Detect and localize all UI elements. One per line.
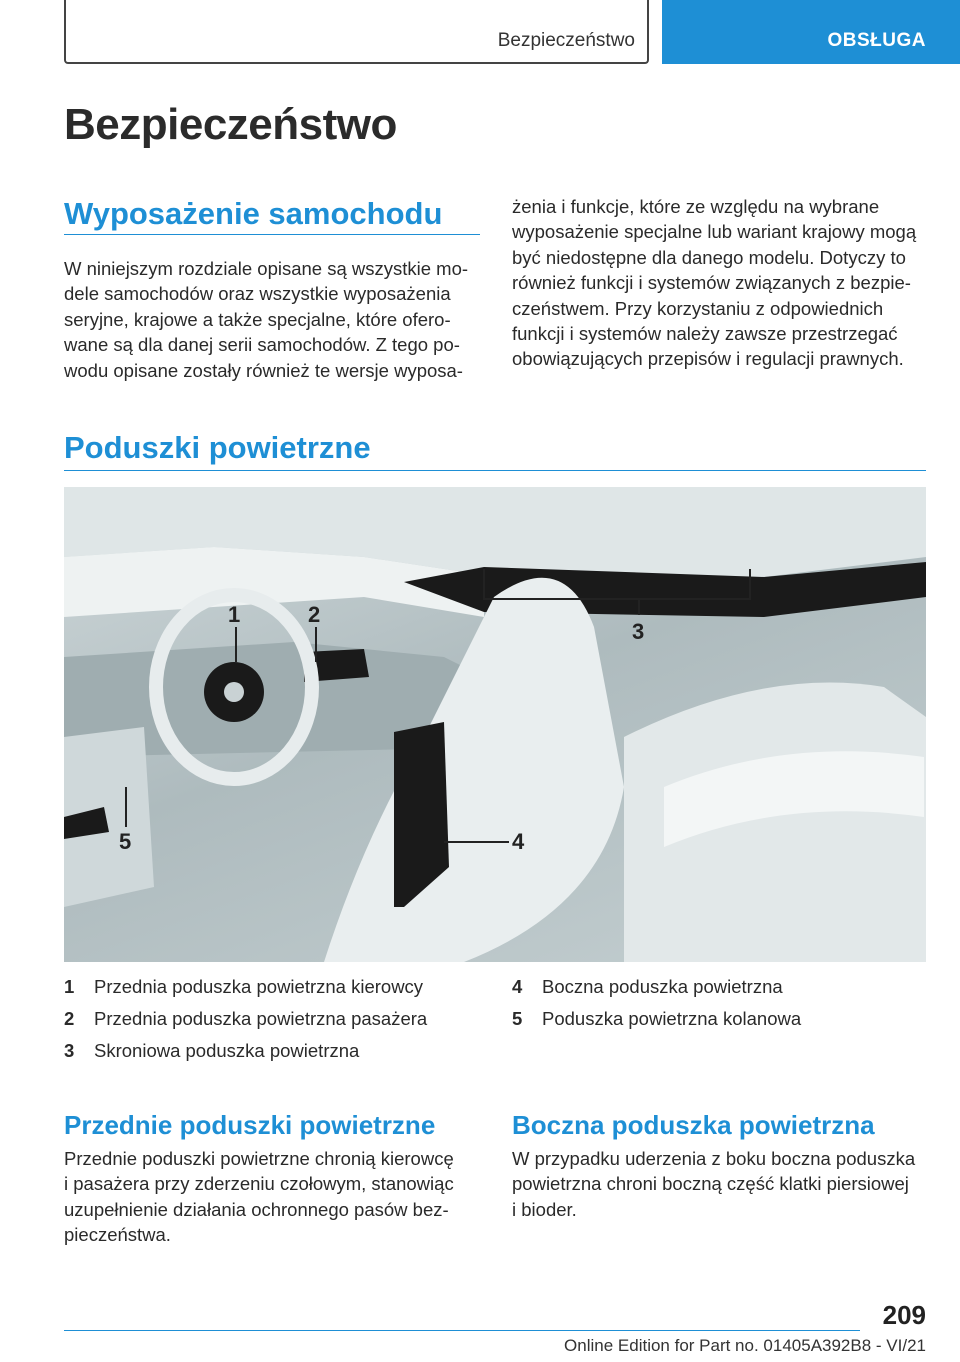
figure-legend-right (512, 976, 932, 1040)
edition-text: Online Edition for Part no. 01405A392B8 - VI/21 (564, 1336, 926, 1355)
page-number: 209 (882, 1300, 926, 1330)
legend-text: Poduszka powietrzna kolanowa (542, 1008, 802, 1029)
heading-airbags: Poduszki powietrzne (64, 430, 371, 465)
text-line: dele samochodów oraz wszystkie wyposażenia (64, 283, 451, 305)
text-line: pieczeństwa. (64, 1224, 171, 1246)
text-line: i bioder. (512, 1198, 577, 1220)
legend-item (512, 976, 932, 1008)
legend-text: Skroniowa poduszka powietrzna (94, 1040, 360, 1061)
legend-number: 3 (64, 1040, 75, 1061)
text-line: funkcji i systemów należy zawsze przestrzegać (512, 323, 898, 345)
text-line: być niedostępne dla danego modelu. Dotyczy to (512, 246, 906, 268)
callout-5: 5 (119, 829, 132, 854)
front-airbags-text (64, 1146, 484, 1248)
equipment-col1 (64, 256, 484, 383)
airbag-figure (64, 487, 926, 962)
callout-4: 4 (512, 829, 525, 854)
callout-1: 1 (228, 602, 241, 627)
text-line: i pasażera przy zderzeniu czołowym, stanowiąc (64, 1173, 454, 1195)
legend-number: 1 (64, 976, 75, 997)
text-line: wodu opisane zostały również te wersje wyposa‐ (64, 359, 463, 381)
legend-number: 5 (512, 1008, 523, 1029)
car-interior-illustration (64, 487, 926, 962)
callout-3: 3 (632, 619, 645, 644)
header-section-title: Bezpieczeństwo (497, 30, 635, 51)
heading-rule (64, 234, 480, 235)
legend-item (64, 976, 484, 1008)
text-line: wane są dla danej serii samochodów. Z tego po‐ (64, 334, 460, 356)
text-line: W przypadku uderzenia z boku boczna poduszka (512, 1148, 916, 1169)
legend-number: 2 (64, 1008, 75, 1029)
legend-text: Przednia poduszka powietrzna pasażera (94, 1008, 428, 1029)
legend-number: 4 (512, 976, 523, 997)
heading-front-airbags: Przednie poduszki powietrzne (64, 1110, 436, 1140)
text-line: uzupełnienie działania ochronnego pasów bez‐ (64, 1198, 449, 1220)
text-line: powietrzna chroni boczną część klatki piersiowej (512, 1173, 909, 1195)
heading-equipment: Wyposażenie samochodu (64, 196, 443, 231)
legend-text: Przednia poduszka powietrzna kierowcy (94, 976, 424, 997)
legend-item (64, 1008, 484, 1040)
side-airbag-text (512, 1146, 932, 1222)
legend-item (512, 1008, 932, 1040)
text-line: seryjne, krajowe a także specjalne, które ofero‐ (64, 308, 451, 330)
heading-rule (64, 470, 926, 471)
heading-side-airbag: Boczna poduszka powietrzna (512, 1110, 875, 1140)
header-tab-obsluga[interactable]: OBSŁUGA (662, 0, 960, 64)
figure-legend-left (64, 976, 484, 1072)
legend-item (64, 1040, 484, 1072)
equipment-col2 (512, 194, 932, 372)
text-line: czeństwem. Przy korzystaniu z odpowiednich (512, 297, 884, 319)
text-line: Przednie poduszki powietrzne chronią kierowcę (64, 1148, 454, 1169)
footer-rule (64, 1330, 860, 1331)
text-line: również funkcji i systemów związanych z bezpie‐ (512, 272, 911, 294)
text-line: wyposażenie specjalne lub wariant krajowy mogą (512, 221, 917, 243)
page-title: Bezpieczeństwo (64, 100, 397, 149)
text-line: żenia i funkcje, które ze względu na wybrane (512, 196, 880, 217)
callout-2: 2 (308, 602, 321, 627)
text-line: obowiązujących przepisów i regulacji prawnych. (512, 348, 904, 370)
legend-text: Boczna poduszka powietrzna (542, 976, 783, 997)
text-line: W niniejszym rozdziale opisane są wszystkie mo‐ (64, 258, 469, 279)
